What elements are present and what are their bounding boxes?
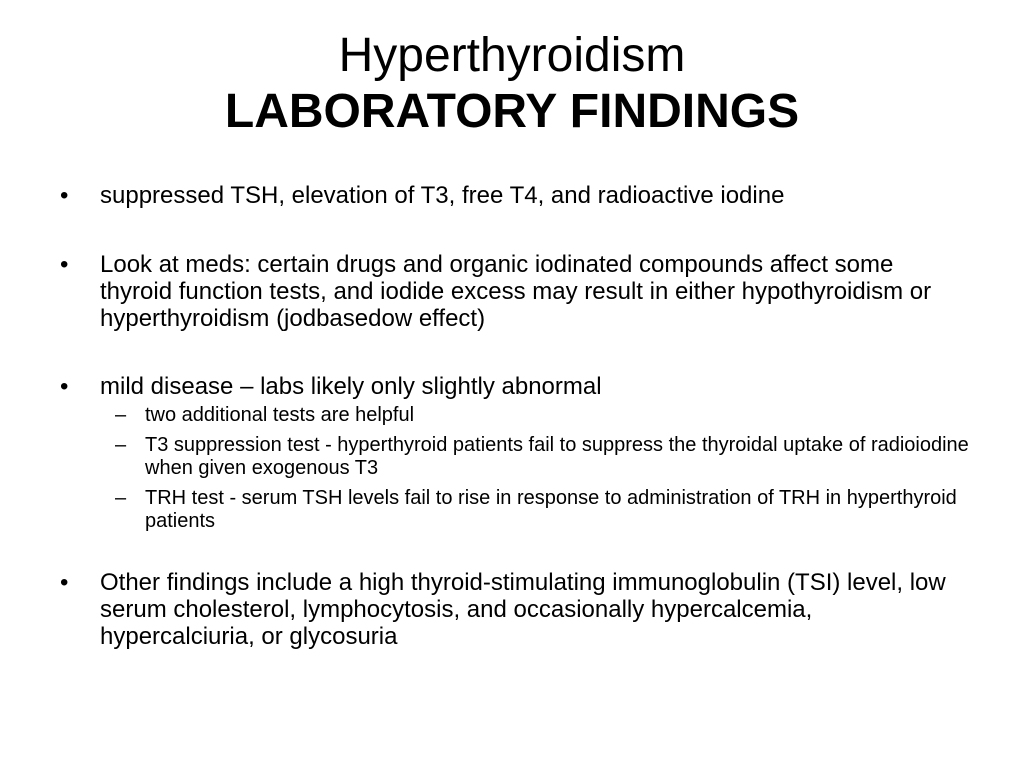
sub-bullet-list [60,404,970,533]
bullet-icon: • [60,373,69,400]
dash-icon: – [115,404,127,426]
bullet-icon: • [60,251,69,278]
bullet-icon: • [60,569,69,596]
title-subtitle: LABORATORY FINDINGS [224,85,800,138]
sub-bullet-item [100,434,970,480]
sub-bullet-text: T3 suppression test - hyperthyroid patients fail to suppress the thyroidal uptake of radioiodine when given exogenous T3 [145,434,969,479]
bullet-text: Other findings include a high thyroid-stimulating immunoglobulin (TSI) level, low serum cholesterol, lymphocytosis, and occasionally hypercalcemia, hypercalciuria, or glycosuria [100,569,946,650]
bullet-item [60,182,970,209]
title-main: Hyperthyroidism [338,29,686,82]
dash-icon: – [115,487,127,509]
bullet-icon: • [60,182,69,209]
bullet-item [60,373,970,533]
sub-bullet-text: TRH test - serum TSH levels fail to rise in response to administration of TRH in hyperthyroid patients [145,487,957,532]
dash-icon: – [115,434,127,456]
sub-bullet-text: two additional tests are helpful [145,404,415,426]
bullet-list [60,182,970,650]
slide-title [0,28,1024,140]
bullet-item [60,569,970,650]
sub-bullet-item [100,404,970,427]
sub-bullet-item [100,487,970,533]
bullet-text: Look at meds: certain drugs and organic iodinated compounds affect some thyroid function tests, and iodide excess may result in either hypothyroidism or hyperthyroidism (jodbasedow effect) [100,251,932,332]
bullet-item [60,251,970,332]
bullet-text: mild disease – labs likely only slightly abnormal [100,373,602,400]
bullet-text: suppressed TSH, elevation of T3, free T4, and radioactive iodine [100,182,785,209]
